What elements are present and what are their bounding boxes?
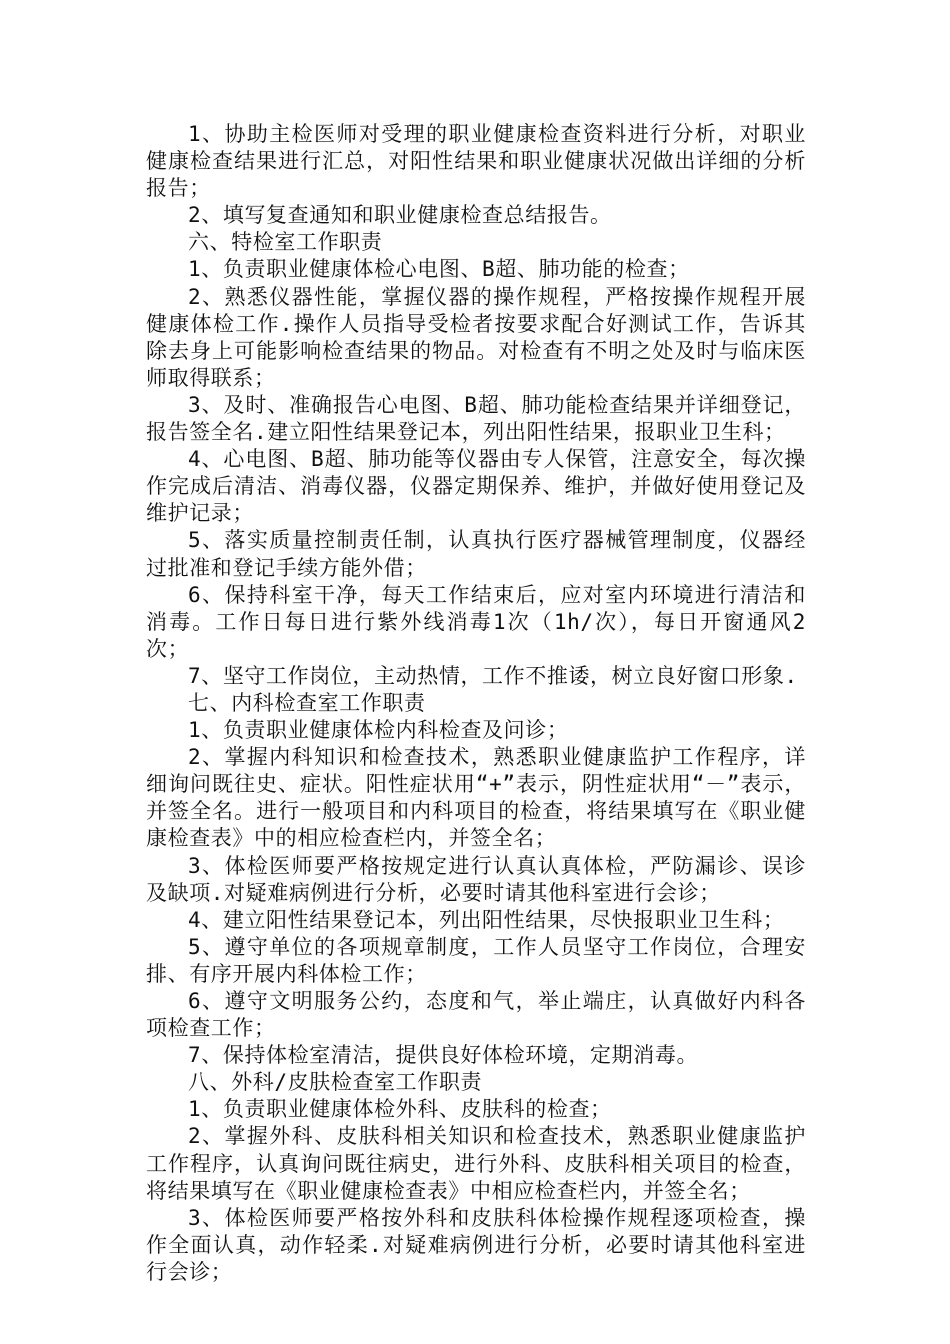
paragraph-4: 1、负责职业健康体检心电图、B超、肺功能的检查；: [188, 257, 690, 282]
paragraph-20: 1、负责职业健康体检外科、皮肤科的检查；: [188, 1097, 612, 1122]
paragraph-12: 1、负责职业健康体检内科检查及问诊；: [188, 718, 569, 743]
section-heading-7: 七、内科检查室工作职责: [188, 690, 426, 715]
paragraph-8: 5、落实质量控制责任制，认真执行医疗器械管理制度，仪器经过批准和登记手续方能外借；: [146, 528, 806, 580]
paragraph-10: 7、坚守工作岗位，主动热情，工作不推诿，树立良好窗口形象.: [188, 663, 798, 688]
paragraph-7: 4、心电图、B超、肺功能等仪器由专人保管，注意安全，每次操作完成后清洁、消毒仪器，仪器定期保养、维护，并做好使用登记及维护记录；: [146, 447, 806, 526]
paragraph-9: 6、保持科室干净，每天工作结束后，应对室内环境进行清洁和消毒。工作日每日进行紫外线消毒1次（1h/次），每日开窗通风2次；: [146, 582, 806, 661]
paragraph-16: 5、遵守单位的各项规章制度，工作人员坚守工作岗位，合理安排、有序开展内科体检工作；: [146, 934, 806, 986]
paragraph-5: 2、熟悉仪器性能，掌握仪器的操作规程，严格按操作规程开展健康体检工作.操作人员指导受检者按要求配合好测试工作，告诉其除去身上可能影响检查结果的物品。对检查有不明之处及时与临床医师取得联系；: [146, 284, 806, 390]
paragraph-18: 7、保持体检室清洁，提供良好体检环境，定期消毒。: [188, 1043, 699, 1068]
section-heading-8: 八、外科/皮肤检查室工作职责: [188, 1070, 483, 1095]
section-heading-6: 六、特检室工作职责: [188, 230, 383, 255]
paragraph-21: 2、掌握外科、皮肤科相关知识和检查技术，熟悉职业健康监护工作程序，认真询问既往病史，进行外科、皮肤科相关项目的检查，将结果填写在《职业健康检查表》中相应检查栏内，并签全名；: [146, 1124, 806, 1203]
paragraph-22: 3、体检医师要严格按外科和皮肤科体检操作规程逐项检查，操作全面认真，动作轻柔.对疑难病例进行分析，必要时请其他科室进行会诊；: [146, 1205, 806, 1284]
paragraph-1: 1、协助主检医师对受理的职业健康检查资料进行分析，对职业健康检查结果进行汇总，对阳性结果和职业健康状况做出详细的分析报告；: [146, 122, 806, 201]
document-body: [146, 121, 806, 1286]
paragraph-17: 6、遵守文明服务公约，态度和气，举止端庄，认真做好内科各项检查工作；: [146, 989, 806, 1041]
paragraph-6: 3、及时、准确报告心电图、B超、肺功能检查结果并详细登记，报告签全名.建立阳性结果登记本，列出阳性结果，报职业卫生科；: [146, 392, 806, 445]
paragraph-14: 3、体检医师要严格按规定进行认真认真体检，严防漏诊、误诊及缺项.对疑难病例进行分析，必要时请其他科室进行会诊；: [146, 853, 806, 905]
paragraph-2: 2、填写复查通知和职业健康检查总结报告。: [188, 203, 612, 228]
paragraph-13: 2、掌握内科知识和检查技术，熟悉职业健康监护工作程序，详细询问既往史、症状。阳性症状用“+”表示，阴性症状用“－”表示，并签全名。进行一般项目和内科项目的检查，将结果填写在《职业健康检查表》中的相应检查栏内，并签全名；: [146, 745, 806, 851]
paragraph-15: 4、建立阳性结果登记本，列出阳性结果，尽快报职业卫生科；: [188, 907, 785, 932]
